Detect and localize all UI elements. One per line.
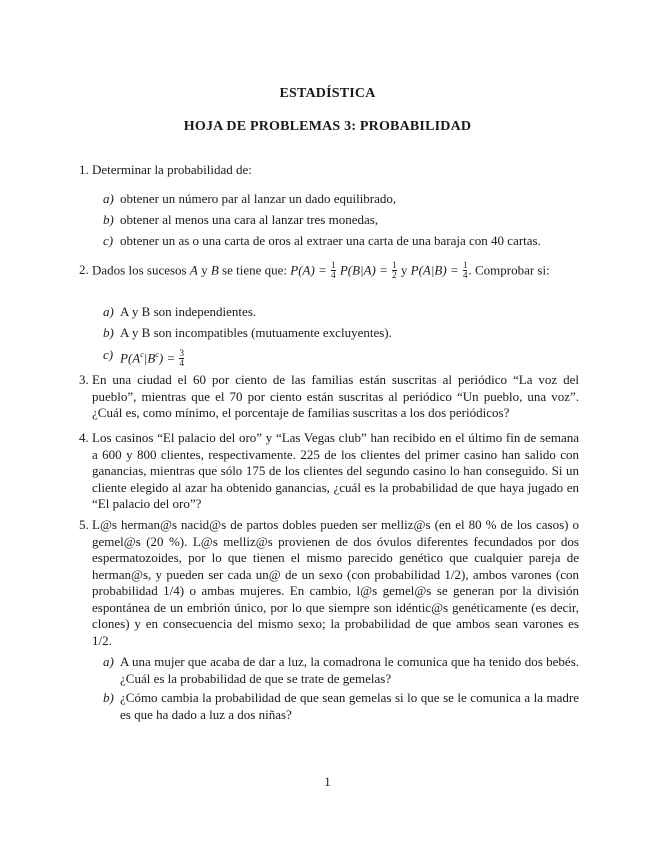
math-expr: |B: [143, 350, 156, 366]
item-label: b): [103, 212, 114, 227]
frac-den: 4: [331, 270, 336, 280]
item-text: [120, 347, 579, 369]
document-subtitle: HOJA DE PROBLEMAS 3: PROBABILIDAD: [183, 119, 472, 134]
problem-5: [79, 517, 579, 649]
problem-5-item-a: [103, 654, 579, 687]
problem-3: [79, 372, 579, 422]
math-var: B: [210, 262, 219, 278]
problem-text: Los casinos “El palacio del oro” y “Las Vegas club” han recibido en el último fin de semana a 600 y 800 clientes, respectivamente. 225 de los clientes del primer casino han salido con ganancias, mientras que sólo 175 de los clientes del segundo casino lo han conseguido. Si un cliente elegido al azar ha obtenido ganancias, ¿cuál es la probabilidad de que haya jugado en “El palacio del oro”?: [92, 430, 579, 511]
problem-2-item-c: [103, 347, 579, 369]
problem-5-item-b: [103, 690, 579, 723]
frac-den: 4: [462, 270, 468, 280]
problem-1-item-b: [103, 212, 579, 229]
problem-2-item-b: [103, 325, 579, 342]
text-fragment: y: [400, 262, 408, 278]
superscript: c: [155, 350, 159, 359]
problem-text: L@s herman@s nacid@s de partos dobles pueden ser melliz@s (en el 80 % de los casos) o gemel@s (20 %). L@s melliz@s provienen de dos óvulos diferentes fecundados por dos espermatozoides, por lo que tienen el mismo parecido genético que cualquier pareja de herman@s, y pueden ser cada un@ de un sexo (con probabilidad 1/2), ambos varones (con probabilidad 1/4) o ambas mujeres. En cambio, l@s gemel@s se generan por la división espontánea de un embrión único, por lo que siempre son idéntic@s genéticamente (es decir, clones) y en consecuencia del mismo sexo; la probabilidad de que ambos sean varones es 1/2.: [92, 517, 579, 648]
math-expr: ) =: [158, 350, 176, 366]
text-fragment: Dados los sucesos: [92, 262, 187, 278]
problem-number: 1.: [79, 162, 89, 177]
math-expr: P(A) =: [290, 262, 327, 278]
text-fragment: y: [201, 262, 208, 278]
item-text: A una mujer que acaba de dar a luz, la comadrona le comunica que ha tenido dos bebés. ¿Cuál es la probabilidad de que se trate de gemelas?: [120, 654, 579, 686]
text-fragment: se tiene que:: [222, 262, 287, 278]
problem-1-item-a: [103, 191, 579, 208]
problem-number: 5.: [79, 517, 89, 532]
frac-num: 1: [392, 260, 397, 270]
problem-text: En una ciudad el 60 por ciento de las familias están suscritas al periódico “La voz del pueblo”, mientras que el 70 por ciento están suscritas al periódico “Un pueblo, una voz”. ¿Cuál es, como mínimo, el porcentaje de familias suscritas a los dos periódicos?: [92, 372, 579, 420]
document-title: ESTADÍSTICA: [279, 86, 376, 101]
problem-number: 3.: [79, 372, 89, 387]
item-text: obtener un número par al lanzar un dado equilibrado,: [120, 191, 397, 206]
item-label: b): [103, 690, 114, 705]
math-expr: P(A: [120, 350, 141, 366]
page-number: 1: [324, 774, 331, 789]
problem-text: Determinar la probabilidad de:: [92, 162, 252, 177]
item-label: a): [103, 654, 114, 669]
fraction: [179, 349, 184, 368]
frac-den: 4: [179, 357, 184, 368]
math-var: A: [189, 262, 198, 278]
item-text: A y B son incompatibles (mutuamente excluyentes).: [120, 325, 392, 340]
item-label: a): [103, 304, 114, 319]
fraction: [331, 261, 336, 280]
text-fragment: . Comprobar si:: [468, 262, 550, 278]
fraction: [463, 261, 468, 280]
fraction: [392, 261, 397, 280]
item-text: obtener al menos una cara al lanzar tres monedas,: [120, 212, 379, 227]
problem-2: [79, 262, 579, 281]
frac-num: 3: [179, 347, 184, 358]
item-label: c): [103, 233, 114, 248]
item-text: obtener un as o una carta de oros al extraer una carta de una baraja con 40 cartas.: [120, 233, 541, 248]
problem-2-item-a: [103, 304, 579, 321]
frac-den: 2: [392, 270, 397, 280]
frac-num: 1: [331, 260, 336, 270]
problem-1: [79, 162, 579, 179]
item-label: a): [103, 191, 114, 206]
problem-number: 4.: [79, 430, 89, 445]
problem-4: [79, 430, 579, 513]
item-label: c): [103, 347, 114, 362]
item-text: ¿Cómo cambia la probabilidad de que sean gemelas si lo que se le comunica a la madre es que ha dado a luz a dos niñas?: [120, 690, 579, 722]
item-text: A y B son independientes.: [120, 304, 257, 319]
superscript: c: [140, 350, 144, 359]
frac-num: 1: [462, 260, 468, 270]
item-label: b): [103, 325, 114, 340]
problem-text: [92, 262, 579, 281]
math-expr: P(A|B) =: [410, 262, 459, 278]
problem-1-item-c: [103, 233, 579, 250]
math-expr: P(B|A) =: [339, 262, 388, 278]
problem-number: 2.: [79, 262, 89, 277]
